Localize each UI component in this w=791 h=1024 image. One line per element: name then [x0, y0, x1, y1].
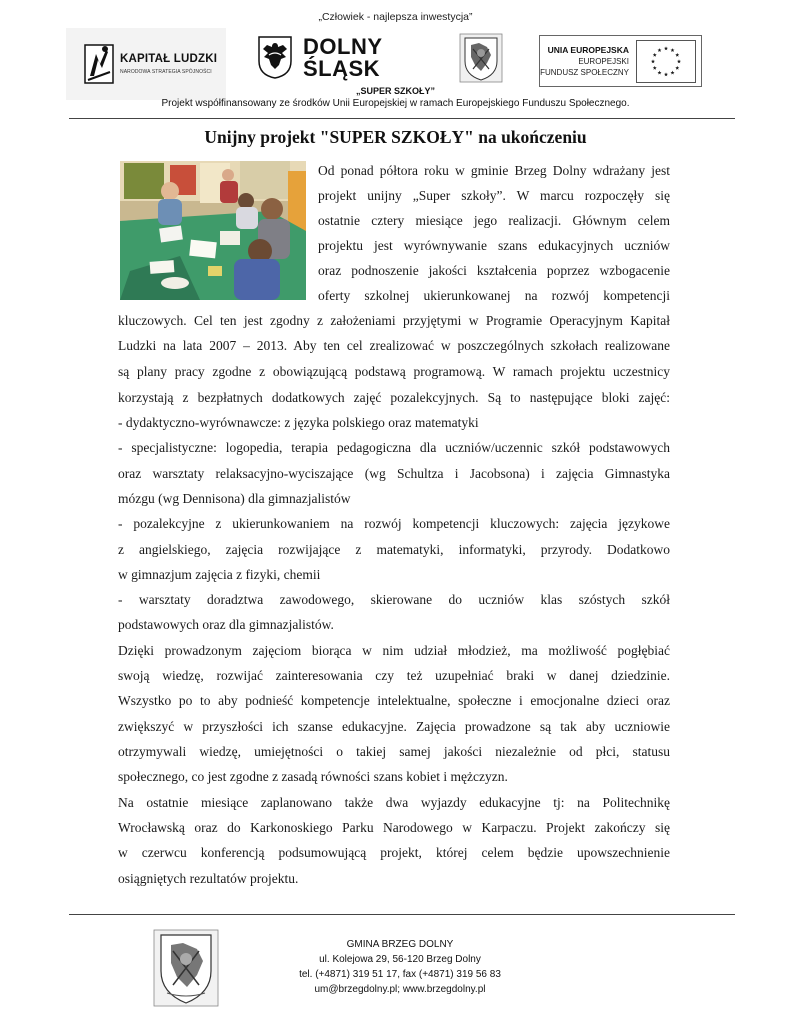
children-classroom-photo: [120, 161, 306, 300]
footer-phone: tel. (+4871) 319 51 17, fax (+4871) 319 56 83: [299, 969, 501, 980]
eu-logo: [539, 35, 702, 87]
eu-flag-icon: [636, 40, 696, 83]
footer-contact: um@brzegdolny.pl; www.brzegdolny.pl: [314, 984, 486, 995]
article-line: korzystają z bezpłatnych dodatkowych zajęć pozalekcyjnych. Są to następujące bloki zajęć:: [118, 390, 670, 405]
header-tagline: „Człowiek - najlepsza inwestycja”: [318, 11, 473, 23]
article-line: Wszystko po to aby podnieść kompetencje intelektualne, społeczne i emocjonalne dzieci oraz: [118, 693, 670, 708]
eu-logo-line2: EUROPEJSKI: [578, 57, 629, 66]
article-line: w czerwcu konferencją podsumowującą projekt, której celem będzie upowszechnienie: [118, 845, 670, 860]
article-line: Wrocławską oraz do Karkonoskiego Parku Narodowego w Karpaczu. Projekt zakończy się: [118, 820, 670, 835]
eu-star: [658, 71, 662, 75]
eu-star: [664, 46, 668, 50]
article-line: osiągniętych rezultatów projektu.: [118, 871, 299, 886]
brzeg-dolny-coat-of-arms-icon: [153, 929, 219, 1007]
eu-star: [651, 59, 655, 63]
article-line: Ludzki na lata 2007 – 2013. Aby ten cel zrealizować w poszczególnych szkołach realizowane: [118, 338, 670, 353]
eu-star: [671, 71, 675, 75]
eu-star: [664, 72, 668, 76]
dolny-slask-line2: ŚLĄSK: [303, 56, 381, 81]
article-line: projektu jest wyrównywanie szans edukacyjnych uczniów: [318, 238, 670, 253]
article-line: mózgu (wg Dennisona) dla gimnazjalistów: [118, 491, 351, 506]
eu-star: [653, 53, 657, 57]
eu-star: [675, 53, 679, 57]
article-line: są plany pracy zgodne z obowiązującą podstawą programową. W ramach projektu uczestnicy: [118, 364, 670, 379]
header-divider: [69, 118, 735, 119]
footer-name: GMINA BRZEG DOLNY: [346, 939, 454, 950]
kapital-ludzki-logo-icon: [84, 44, 114, 84]
eu-star: [658, 48, 662, 52]
footer-address: ul. Kolejowa 29, 56-120 Brzeg Dolny: [319, 954, 481, 965]
article-line: - pozalekcyjne z ukierunkowaniem na rozwój kompetencji kluczowych: zajęcia językowe: [118, 516, 670, 531]
dolny-slask-line1: DOLNY: [303, 34, 383, 59]
kapital-ludzki-title: KAPITAŁ LUDZKI: [120, 53, 218, 65]
eu-star: [671, 48, 675, 52]
dolny-slask-logo: [254, 30, 394, 92]
brzeg-dolny-coat-of-arms-icon: [459, 33, 503, 83]
article-line: otrzymywali wiedzę, umiejętności o takiej samej jakości niezależnie od płci, statusu: [118, 744, 670, 759]
cofinancing-note: Projekt współfinansowany ze środków Unii Europejskiej w ramach Europejskiego Funduszu Społecznego.: [161, 98, 630, 109]
article-line: Dzięki prowadzonym zajęciom biorąca w nim udział młodzież, ma możliwość pogłębiać: [118, 643, 670, 658]
project-name: „SUPER SZKOŁY”: [355, 86, 435, 96]
silesian-eagle-icon: [257, 35, 293, 79]
article-line: projekt unijny „Super szkoły”. W marcu rozpoczęły się: [318, 188, 670, 203]
eu-logo-line1: UNIA EUROPEJSKA: [547, 45, 629, 55]
article-line: oraz warsztaty relaksacyjno-wyciszające (wg Schultza i Jacobsona) i zajęcia Gimnastyka: [118, 466, 670, 481]
kapital-ludzki-subtitle: NARODOWA STRATEGIA SPÓJNOŚCI: [120, 69, 212, 75]
footer-divider: [69, 914, 735, 915]
eu-logo-line3: FUNDUSZ SPOŁECZNY: [540, 68, 629, 77]
article-line: społecznego, co jest zgodne z zasadą równości szans kobiet i mężczyzn.: [118, 769, 508, 784]
article-line: podstawowych oraz dla gimnazjalistów.: [118, 617, 334, 632]
article-line: z angielskiego, zajęcia rozwijające z matematyki, informatyki, przyrody. Dodatkowo: [118, 542, 670, 557]
article-line: Na ostatnie miesiące zaplanowano także dwa wyjazdy edukacyjne tj: na Politechnikę: [118, 795, 670, 810]
article-line: Od ponad półtora roku w gminie Brzeg Dolny wdrażany jest: [318, 163, 670, 178]
eu-star: [653, 66, 657, 70]
article-title: Unijny projekt "SUPER SZKOŁY" na ukończeniu: [204, 127, 587, 147]
article-line: swoją wiedzę, rozwijać zainteresowania czy też uzupełniać braki w danej dziedzinie.: [118, 668, 670, 683]
article-line: - warsztaty doradztwa zawodowego, skierowane do uczniów klas szóstych szkół: [118, 592, 670, 607]
article-line: kluczowych. Cel ten jest zgodny z założeniami przyjętymi w Programie Operacyjnym Kapitał: [118, 313, 670, 328]
article-line: zwiększyć w przyszłości ich szanse edukacyjne. Zajęcia prowadzone są tak aby uczniowie: [118, 719, 670, 734]
article-line: - dydaktyczno-wyrównawcze: z języka polskiego oraz matematyki: [118, 415, 479, 430]
eu-star: [675, 66, 679, 70]
article-line: oraz podnoszenie jakości kształcenia poprzez wzbogacenie: [318, 263, 670, 278]
article-line: ostatnie cztery miesiące jego realizacji. Głównym celem: [318, 213, 670, 228]
eu-star: [677, 59, 681, 63]
article-line: - specjalistyczne: logopedia, terapia pedagogiczna dla uczniów/uczennic szkół podstawowych: [118, 440, 670, 455]
article-line: w gimnazjum zajęcia z fizyki, chemii: [118, 567, 321, 582]
article-line: oferty szkolnej ukierunkowanej na rozwój kompetencji: [318, 288, 670, 303]
